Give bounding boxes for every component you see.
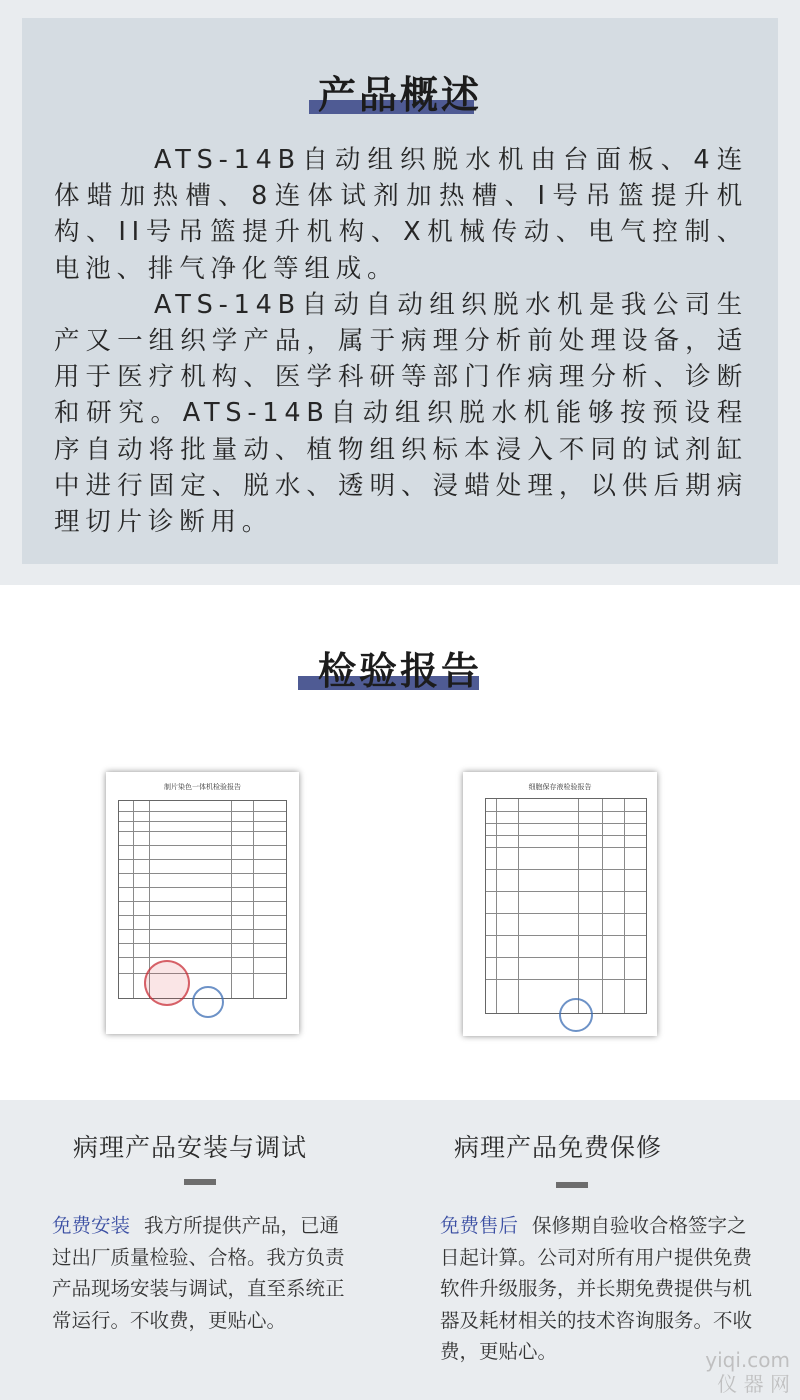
overview-paragraph-2: ATS-14B自动自动组织脱水机是我公司生产又一组织学产品，属于病理分析前处理设备，适用于医疗机构、医学科研等部门作病理分析、诊断和研究。ATS-14B自动组织脱水机能够按预设程序自动将批量动、植物组织标本浸入不同的试剂缸中进行固定、脱水、透明、浸蜡处理，以供后期病理切片诊断用。 xyxy=(54,289,748,538)
report-1-title: 制片染色一体机检验报告 xyxy=(164,783,241,791)
overview-section xyxy=(0,0,800,585)
service-1-divider xyxy=(184,1179,216,1185)
service-1-title: 病理产品安装与调试 xyxy=(73,1133,308,1162)
service-1-text xyxy=(52,1210,358,1336)
watermark xyxy=(705,1348,790,1396)
service-2-body: 保修期自验收合格签字之日起计算。公司对所有用户提供免费软件升级服务，并长期免费提供与机器及耗材相关的技术咨询服务。不收费，更贴心。 xyxy=(440,1214,753,1363)
report-1-blue-stamp xyxy=(192,986,224,1018)
watermark-line-1: yiqi.com xyxy=(705,1348,790,1372)
service-2-divider xyxy=(556,1182,588,1188)
services-section xyxy=(0,1100,800,1400)
reports-section xyxy=(0,585,800,1100)
report-2-table xyxy=(485,798,647,1014)
report-document-1[interactable] xyxy=(106,772,299,1034)
service-2-title: 病理产品免费保修 xyxy=(454,1133,663,1162)
service-1-body: 我方所提供产品，已通过出厂质量检验、合格。我方负责产品现场安装与调试，直至系统正常运行。不收费，更贴心。 xyxy=(52,1214,345,1332)
service-2-highlight: 免费售后 xyxy=(440,1214,519,1237)
report-2-title: 细胞保存液检验报告 xyxy=(528,783,592,791)
report-2-blue-stamp xyxy=(559,998,593,1032)
report-1-red-seal xyxy=(144,960,190,1006)
report-1-table xyxy=(118,800,287,999)
overview-title: 产品概述 xyxy=(317,73,482,117)
overview-text xyxy=(54,142,748,540)
overview-paragraph-1: ATS-14B自动组织脱水机由台面板、4连体蜡加热槽、8连体试剂加热槽、I号吊篮提升机构、II号吊篮提升机构、X机械传动、电气控制、电池、排气净化等组成。 xyxy=(54,145,748,284)
watermark-line-2: 仪 器 网 xyxy=(717,1372,790,1396)
service-2-text xyxy=(440,1210,760,1368)
service-1-highlight: 免费安装 xyxy=(52,1214,131,1237)
reports-title: 检验报告 xyxy=(317,649,482,693)
report-document-2[interactable] xyxy=(463,772,657,1036)
